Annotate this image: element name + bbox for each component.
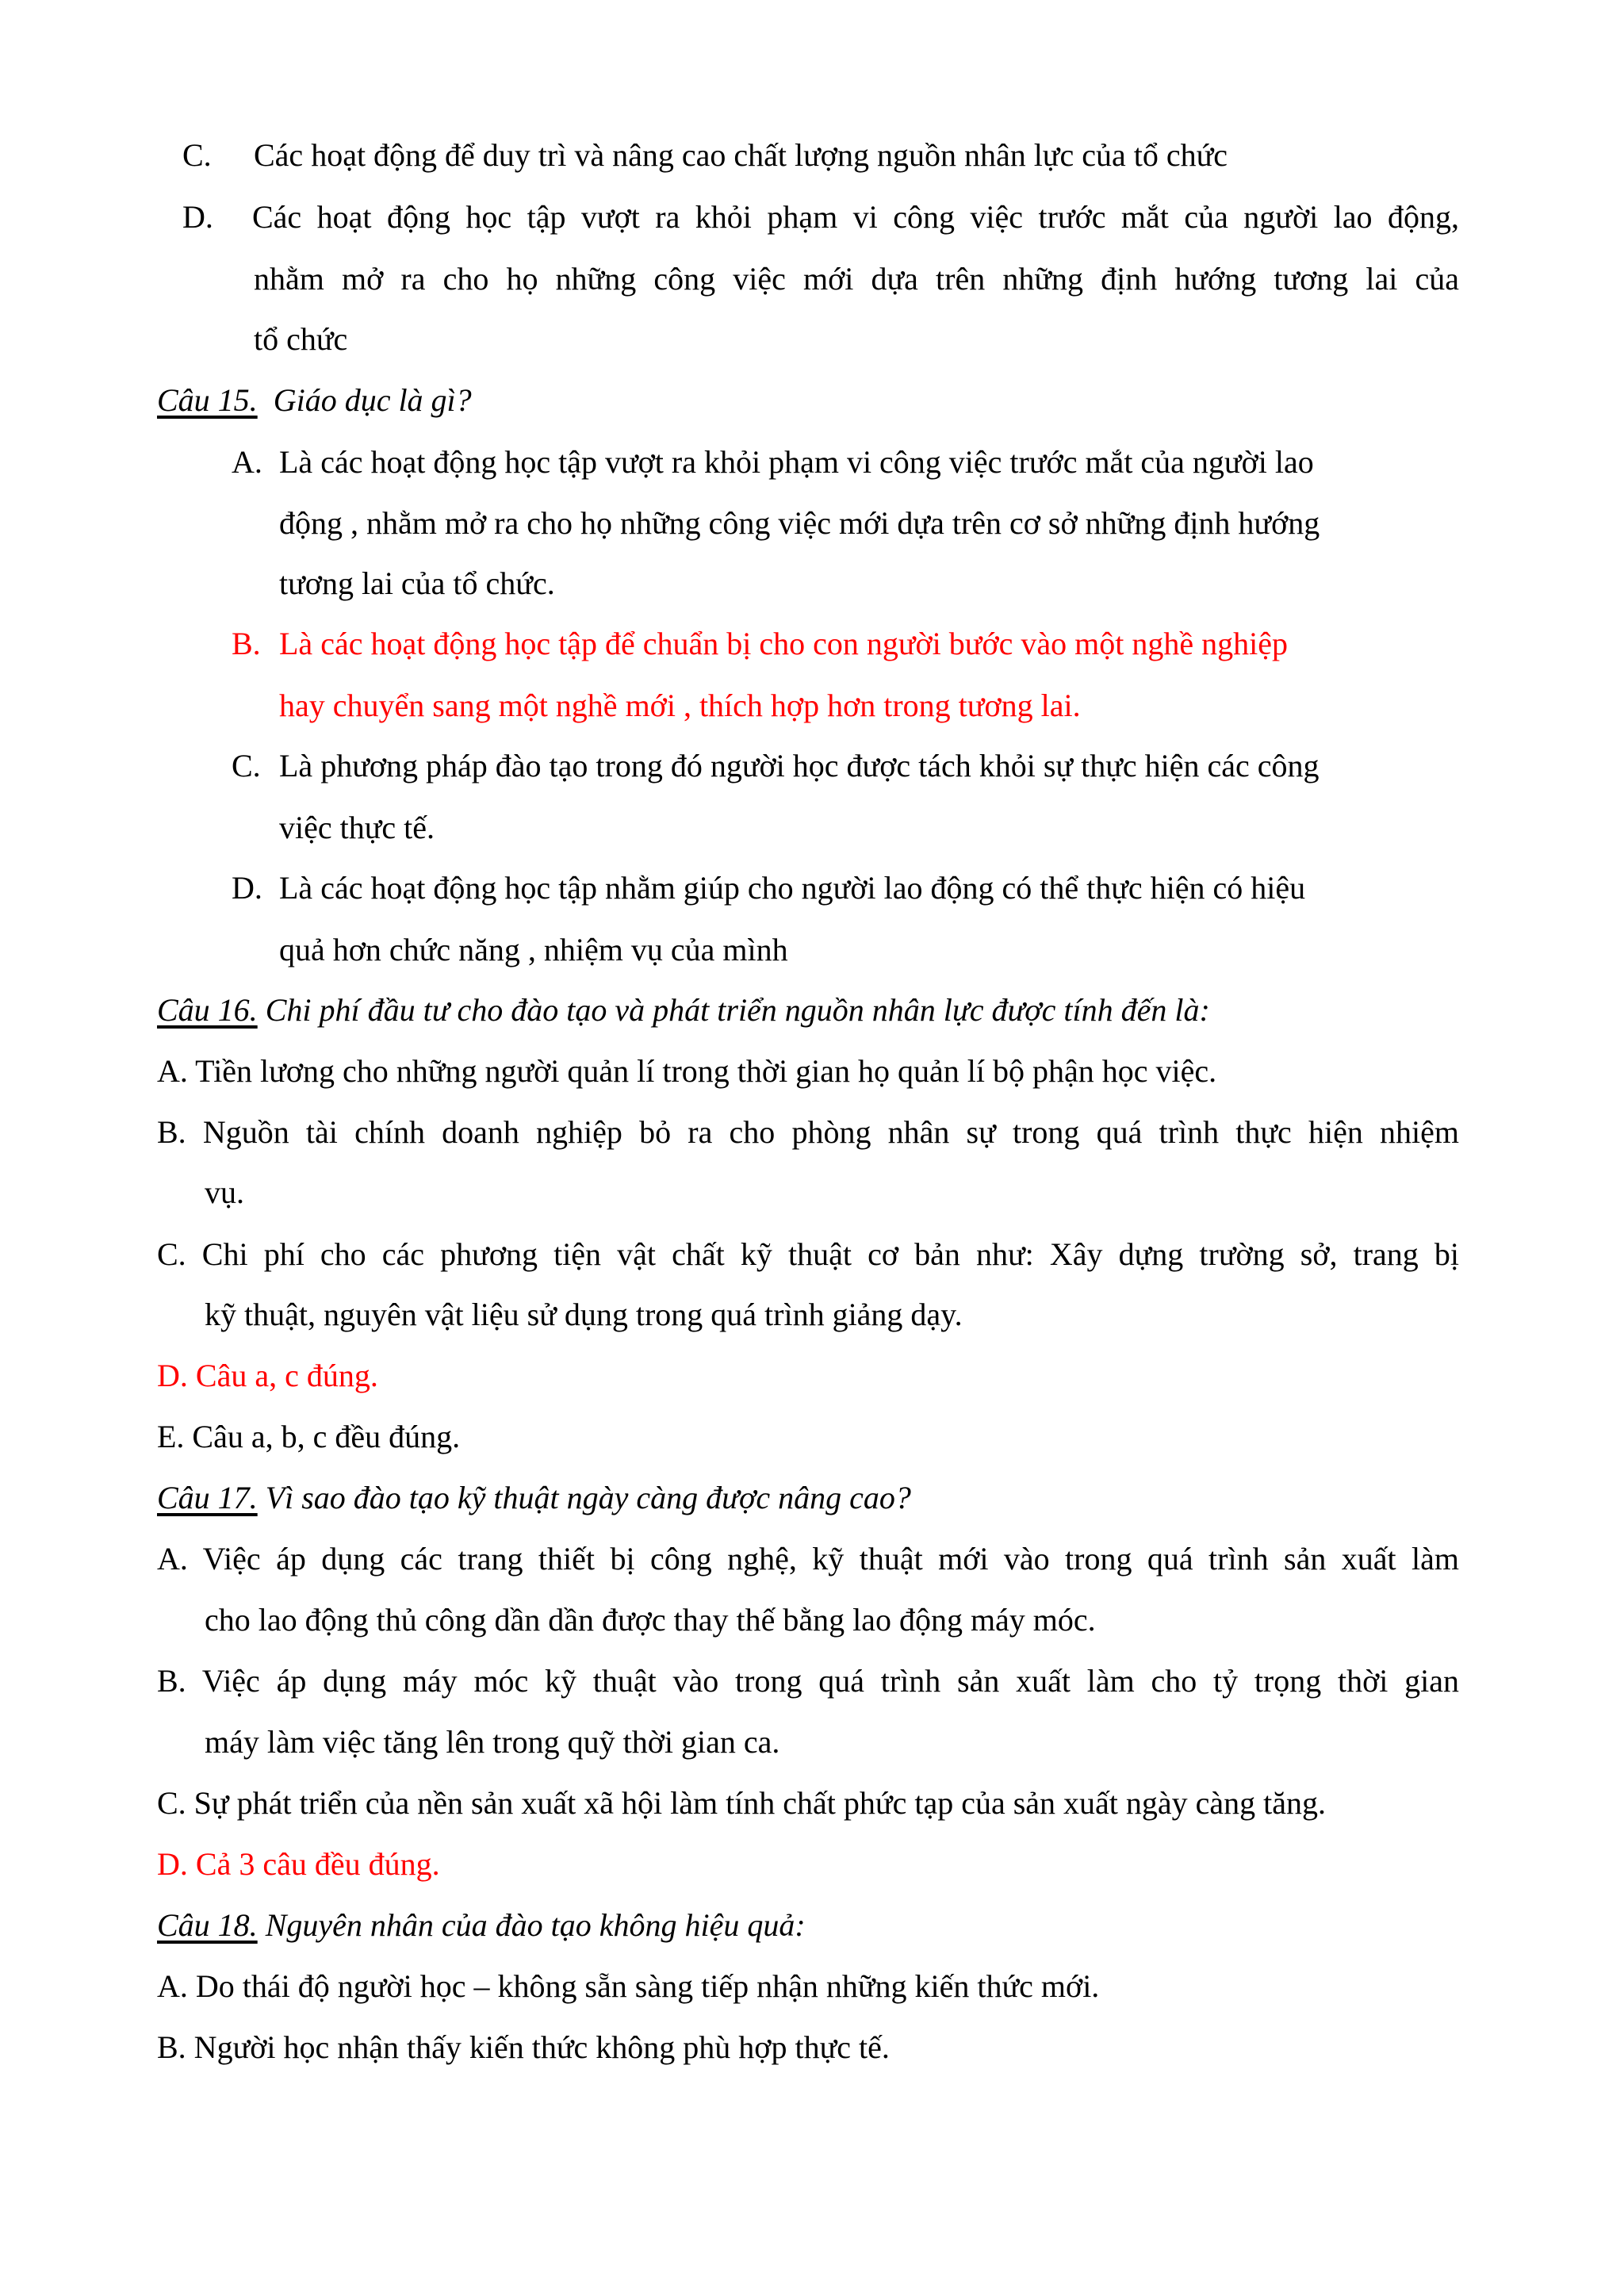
- q18-question: Nguyên nhân của đào tạo không hiệu quả:: [265, 1907, 806, 1943]
- q15-option-d-line2: quả hơn chức năng , nhiệm vụ của mình: [279, 932, 788, 967]
- q15-option-a-line3: tương lai của tổ chức.: [279, 565, 555, 601]
- q15-option-a-line2: động , nhằm mở ra cho họ những công việc mới dựa trên cơ sở những định hướng: [279, 505, 1320, 541]
- q16-option-d: D. Câu a, c đúng.: [157, 1358, 378, 1393]
- q16-option-a: A. Tiền lương cho những người quản lí trong thời gian họ quản lí bộ phận học việc.: [157, 1053, 1217, 1089]
- q18-heading: [157, 1906, 806, 1944]
- q17-option-b-line2: máy làm việc tăng lên trong quỹ thời gian ca.: [205, 1724, 780, 1760]
- q15-option-a-letter: A.: [232, 444, 262, 480]
- q16-option-c-line1: C. Chi phí cho các phương tiện vật chất kỹ thuật cơ bản như: Xây dựng trường sở, trang bị: [157, 1236, 1459, 1272]
- q17-option-a-line2: cho lao động thủ công dần dần được thay thế bằng lao động máy móc.: [205, 1602, 1096, 1638]
- q17-heading: [157, 1479, 911, 1517]
- q15-question: Giáo dục là gì?: [273, 382, 472, 418]
- q16-option-b-line1: B. Nguồn tài chính doanh nghiệp bỏ ra cho phòng nhân sự trong quá trình thực hiện nhiệm: [157, 1114, 1459, 1150]
- q15-number: Câu 15.: [157, 382, 258, 418]
- q17-option-b-line1: B. Việc áp dụng máy móc kỹ thuật vào trong quá trình sản xuất làm cho tỷ trọng thời gian: [157, 1663, 1459, 1699]
- q15-heading: [157, 381, 472, 420]
- q18-number: Câu 18.: [157, 1907, 258, 1943]
- q15-option-b-line2: hay chuyển sang một nghề mới , thích hợp hơn trong tương lai.: [279, 688, 1081, 723]
- q14-option-d-line3: tổ chức: [254, 321, 348, 357]
- q15-option-c-line1: Là phương pháp đào tạo trong đó người học được tách khỏi sự thực hiện các công: [279, 748, 1320, 784]
- q15-option-d-line1: Là các hoạt động học tập nhằm giúp cho người lao động có thể thực hiện có hiệu: [279, 870, 1306, 906]
- q15-option-b-line1: Là các hoạt động học tập để chuẩn bị cho con người bước vào một nghề nghiệp: [279, 626, 1288, 661]
- q17-option-c: C. Sự phát triển của nền sản xuất xã hội làm tính chất phức tạp của sản xuất ngày càng tăng.: [157, 1785, 1327, 1821]
- q16-option-b-line2: vụ.: [205, 1174, 244, 1210]
- q16-heading: [157, 991, 1210, 1029]
- q15-option-d-letter: D.: [232, 870, 262, 906]
- q14-option-c-text: Các hoạt động để duy trì và nâng cao chất lượng nguồn nhân lực của tổ chức: [254, 137, 1228, 173]
- q18-option-a: A. Do thái độ người học – không sẵn sàng tiếp nhận những kiến thức mới.: [157, 1968, 1100, 2004]
- q15-option-c-line2: việc thực tế.: [279, 810, 435, 845]
- q14-option-c-letter: C.: [182, 137, 212, 173]
- q16-option-c-line2: kỹ thuật, nguyên vật liệu sử dụng trong quá trình giảng dạy.: [205, 1297, 963, 1332]
- q14-option-d-line1: Các hoạt động học tập vượt ra khỏi phạm vi công việc trước mắt của người lao động,: [252, 199, 1459, 235]
- q14-option-d-line2: nhằm mở ra cho họ những công việc mới dựa trên những định hướng tương lai của: [254, 261, 1459, 297]
- q17-option-a-line1: A. Việc áp dụng các trang thiết bị công nghệ, kỹ thuật mới vào trong quá trình sản xuất làm: [157, 1541, 1459, 1577]
- q15-option-a-line1: Là các hoạt động học tập vượt ra khỏi phạm vi công việc trước mắt của người lao: [279, 444, 1314, 480]
- q15-option-c-letter: C.: [232, 748, 261, 784]
- q17-question: Vì sao đào tạo kỹ thuật ngày càng được nâng cao?: [265, 1480, 911, 1515]
- q15-option-b-letter: B.: [232, 626, 261, 661]
- q14-option-d-letter: D.: [182, 199, 213, 235]
- q16-number: Câu 16.: [157, 992, 258, 1028]
- q17-option-d: D. Cả 3 câu đều đúng.: [157, 1846, 440, 1882]
- q16-option-e: E. Câu a, b, c đều đúng.: [157, 1419, 461, 1454]
- q16-question: Chi phí đầu tư cho đào tạo và phát triển nguồn nhân lực được tính đến là:: [265, 992, 1210, 1028]
- q18-option-b: B. Người học nhận thấy kiến thức không phù hợp thực tế.: [157, 2029, 890, 2065]
- q17-number: Câu 17.: [157, 1480, 258, 1515]
